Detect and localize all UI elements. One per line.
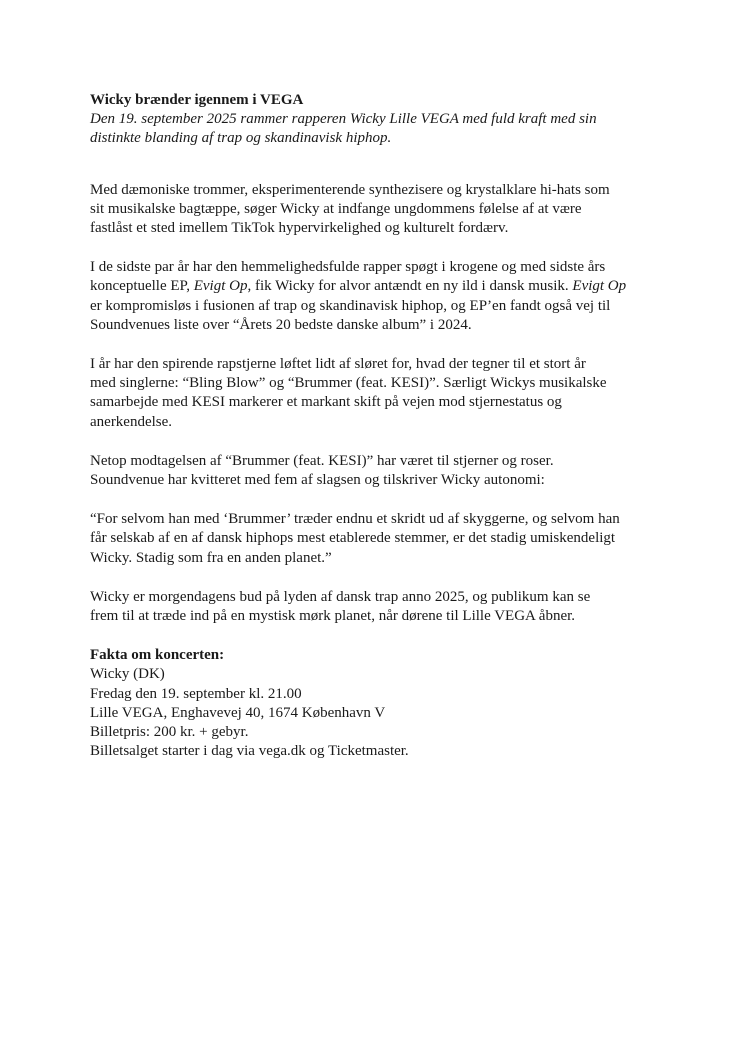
text-line: får selskab af en af dansk hiphops mest etablerede stemmer, er det stadig umiskendeligt: [90, 530, 616, 547]
paragraph-quote: [90, 510, 680, 568]
paragraph-intro: [90, 181, 680, 239]
text-line: med singlerne: “Bling Blow” og “Brummer (feat. KESI)”. Særligt Wickys musikalske: [90, 375, 607, 392]
text-line: Wicky. Stadig som fra en anden planet.”: [90, 549, 332, 566]
text-line: konceptuelle EP,: [90, 278, 194, 295]
fact-sale: Billetsalget starter i dag via vega.dk og Ticketmaster.: [90, 743, 409, 760]
text-line: Soundvenue har kvitteret med fem af slagsen og tilskriver Wicky autonomi:: [90, 472, 545, 489]
text-line: Med dæmoniske trommer, eksperimenterende synthezisere og krystalklare hi-hats som: [90, 181, 610, 198]
fact-date: Fredag den 19. september kl. 21.00: [90, 685, 302, 702]
subtitle-line: distinkte blanding af trap og skandinavisk hiphop.: [90, 130, 392, 147]
fact-artist: Wicky (DK): [90, 666, 165, 683]
text-line: anerkendelse.: [90, 413, 173, 430]
text-line: “For selvom han med ‘Brummer’ træder endnu et skridt ud af skyggerne, og selvom han: [90, 511, 620, 528]
text-line: Soundvenues liste over “Årets 20 bedste danske album” i 2024.: [90, 316, 472, 333]
text-line: frem til at træde ind på en mystisk mørk planet, når dørene til Lille VEGA åbner.: [90, 608, 576, 625]
paragraph-outro: [90, 588, 680, 626]
text-line: , fik Wicky for alvor antændt en ny ild i dansk musik.: [247, 278, 573, 295]
text-line: er kompromisløs i fusionen af trap og skandinavisk hiphop, og EP’en fandt også vej til: [90, 297, 611, 314]
paragraph-ep: [90, 258, 680, 335]
article-subtitle: [90, 110, 680, 148]
text-line: fastlåst et sted imellem TikTok hypervirkelighed og kulturelt fordærv.: [90, 220, 509, 237]
text-line: I år har den spirende rapstjerne løftet lidt af sløret for, hvad der tegner til et stort år: [90, 356, 586, 373]
press-release: [90, 91, 680, 761]
ep-title: Evigt Op: [193, 278, 248, 295]
text-line: sit musikalske bagtæppe, søger Wicky at indfange ungdommens følelse af at være: [90, 200, 582, 217]
text-line: samarbejde med KESI markerer et markant skift på vejen mod stjernestatus og: [90, 394, 562, 411]
paragraph-singles: [90, 355, 680, 432]
fact-venue: Lille VEGA, Enghavevej 40, 1674 København V: [90, 704, 386, 721]
facts-block: [90, 646, 680, 761]
facts-heading: Fakta om koncerten:: [90, 647, 225, 664]
fact-price: Billetpris: 200 kr. + gebyr.: [90, 724, 249, 741]
subtitle-line: Den 19. september 2025 rammer rapperen Wicky Lille VEGA med fuld kraft med sin: [90, 111, 597, 128]
article-title: Wicky brænder igennem i VEGA: [90, 92, 304, 108]
text-line: Netop modtagelsen af “Brummer (feat. KESI)” har været til stjerner og roser.: [90, 452, 554, 469]
text-line: I de sidste par år har den hemmelighedsfulde rapper spøgt i krogene og med sidste års: [90, 259, 606, 276]
paragraph-reception: [90, 452, 680, 490]
text-line: Wicky er morgendagens bud på lyden af dansk trap anno 2025, og publikum kan se: [90, 588, 591, 605]
ep-title: Evigt Op: [572, 278, 627, 295]
